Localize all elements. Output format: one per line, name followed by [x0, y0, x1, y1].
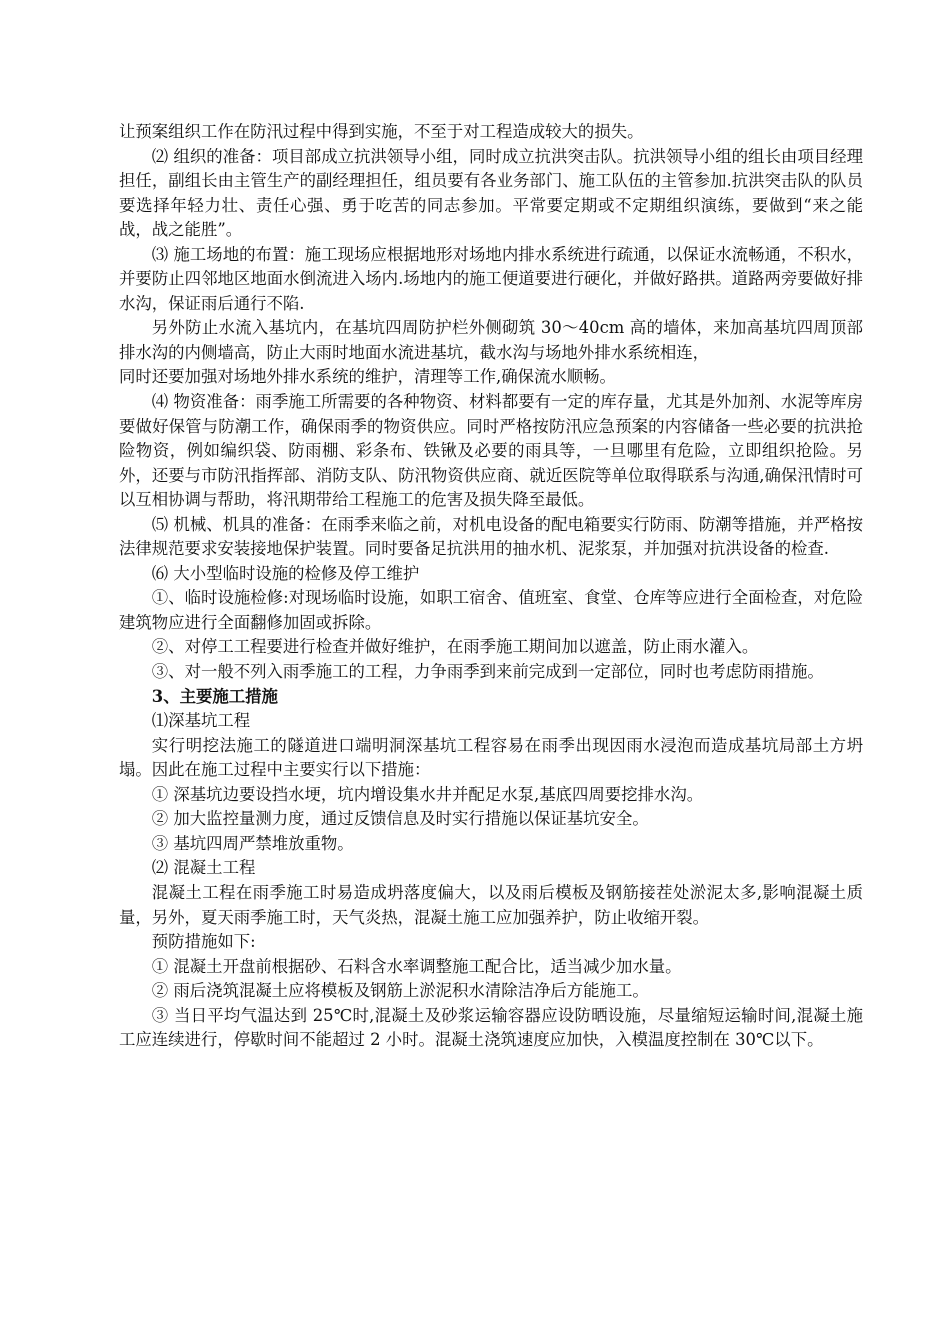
paragraph: 实行明挖法施工的隧道进口端明洞深基坑工程容易在雨季出现因雨水浸泡而造成基坑局部土方坍塌。因此在施工过程中主要实行以下措施：	[119, 735, 863, 780]
paragraph: 同时还要加强对场地外排水系统的维护，清理等工作,确保流水顺畅。	[119, 367, 616, 387]
paragraph: ②、对停工工程要进行检查并做好维护，在雨季施工期间加以遮盖，防止雨水灌入。	[151, 637, 759, 657]
paragraph: 混凝土工程在雨季施工时易造成坍落度偏大，以及雨后模板及钢筋接茬处淤泥太多,影响混凝土质量，另外，夏天雨季施工时，天气炎热，混凝土施工应加强养护，防止收缩开裂。	[119, 882, 863, 927]
subsection-title: ⑵ 混凝土工程	[151, 858, 256, 878]
paragraph: 预防措施如下:	[151, 932, 256, 952]
list-item: ③ 当日平均气温达到 25℃时,混凝土及砂浆运输容器应设防晒设施，尽量缩短运输时间,混凝土施工应连续进行，停歇时间不能超过 2 小时。混凝土浇筑速度应加快，入模温度控制在 30℃以下。	[119, 1005, 863, 1050]
document-body	[119, 120, 863, 1053]
section-heading: 3、主要施工措施	[151, 686, 278, 706]
subsection-title: ⑴深基坑工程	[151, 711, 251, 731]
paragraph: ③、对一般不列入雨季施工的工程，力争雨季到来前完成到一定部位，同时也考虑防雨措施。	[151, 662, 824, 682]
paragraph: 让预案组织工作在防汛过程中得到实施，不至于对工程造成较大的损失。	[119, 122, 644, 141]
paragraph: ⑶ 施工场地的布置：施工现场应根据地形对场地内排水系统进行疏通，以保证水流畅通，不积水，并要防止四邻地区地面水倒流进入场内.场地内的施工便道要进行硬化，并做好路拱。道路两旁要做好排水沟，保证雨后通行不陷.	[119, 244, 863, 313]
paragraph: 另外防止水流入基坑内，在基坑四周防护栏外侧砌筑 30～40cm 高的墙体，来加高基坑四周顶部排水沟的内侧墙高，防止大雨时地面水流进基坑，截水沟与场地外排水系统相连，	[119, 318, 863, 362]
list-item: ③ 基坑四周严禁堆放重物。	[151, 833, 354, 853]
list-item: ① 混凝土开盘前根据砂、石料含水率调整施工配合比，适当减少加水量。	[151, 956, 682, 976]
list-item: ① 深基坑边要设挡水埂，坑内增设集水井并配足水泵,基底四周要挖排水沟。	[151, 784, 704, 804]
list-item: ② 加大监控量测力度，通过反馈信息及时实行措施以保证基坑安全。	[151, 809, 649, 829]
paragraph: ⑷ 物资准备：雨季施工所需要的各种物资、材料都要有一定的库存量，尤其是外加剂、水泥等库房要做好保管与防潮工作，确保雨季的物资供应。同时严格按防汛应急预案的内容储备一些必要的抗洪抢险物资，例如编织袋、防雨棚、彩条布、铁锹及必要的雨具等，一旦哪里有危险，立即组织抢险。另外，还要与市防汛指挥部、消防支队、防汛物资供应商、就近医院等单位取得联系与沟通,确保汛情时可以互相协调与帮助，将汛期带给工程施工的危害及损失降至最低。	[119, 392, 863, 510]
paragraph: ①、临时设施检修:对现场临时设施，如职工宿舍、值班室、食堂、仓库等应进行全面检查，对危险建筑物应进行全面翻修加固或拆除。	[119, 588, 863, 632]
list-item: ② 雨后浇筑混凝土应将模板及钢筋上淤泥积水清除洁净后方能施工。	[151, 981, 649, 1001]
paragraph: ⑹ 大小型临时设施的检修及停工维护	[151, 563, 420, 583]
paragraph: ⑵ 组织的准备：项目部成立抗洪领导小组，同时成立抗洪突击队。抗洪领导小组的组长由项目经理担任，副组长由主管生产的副经理担任，组员要有各业务部门、施工队伍的主管参加.抗洪突击队的队员要选择年轻力壮、责任心强、勇于吃苦的同志参加。平常要定期或不定期组织演练，要做到“来之能战，战之能胜”。	[119, 146, 863, 240]
paragraph: ⑸ 机械、机具的准备：在雨季来临之前，对机电设备的配电箱要实行防雨、防潮等措施，并严格按法律规范要求安装接地保护装置。同时要备足抗洪用的抽水机、泥浆泵，并加强对抗洪设备的检查.	[119, 514, 863, 559]
